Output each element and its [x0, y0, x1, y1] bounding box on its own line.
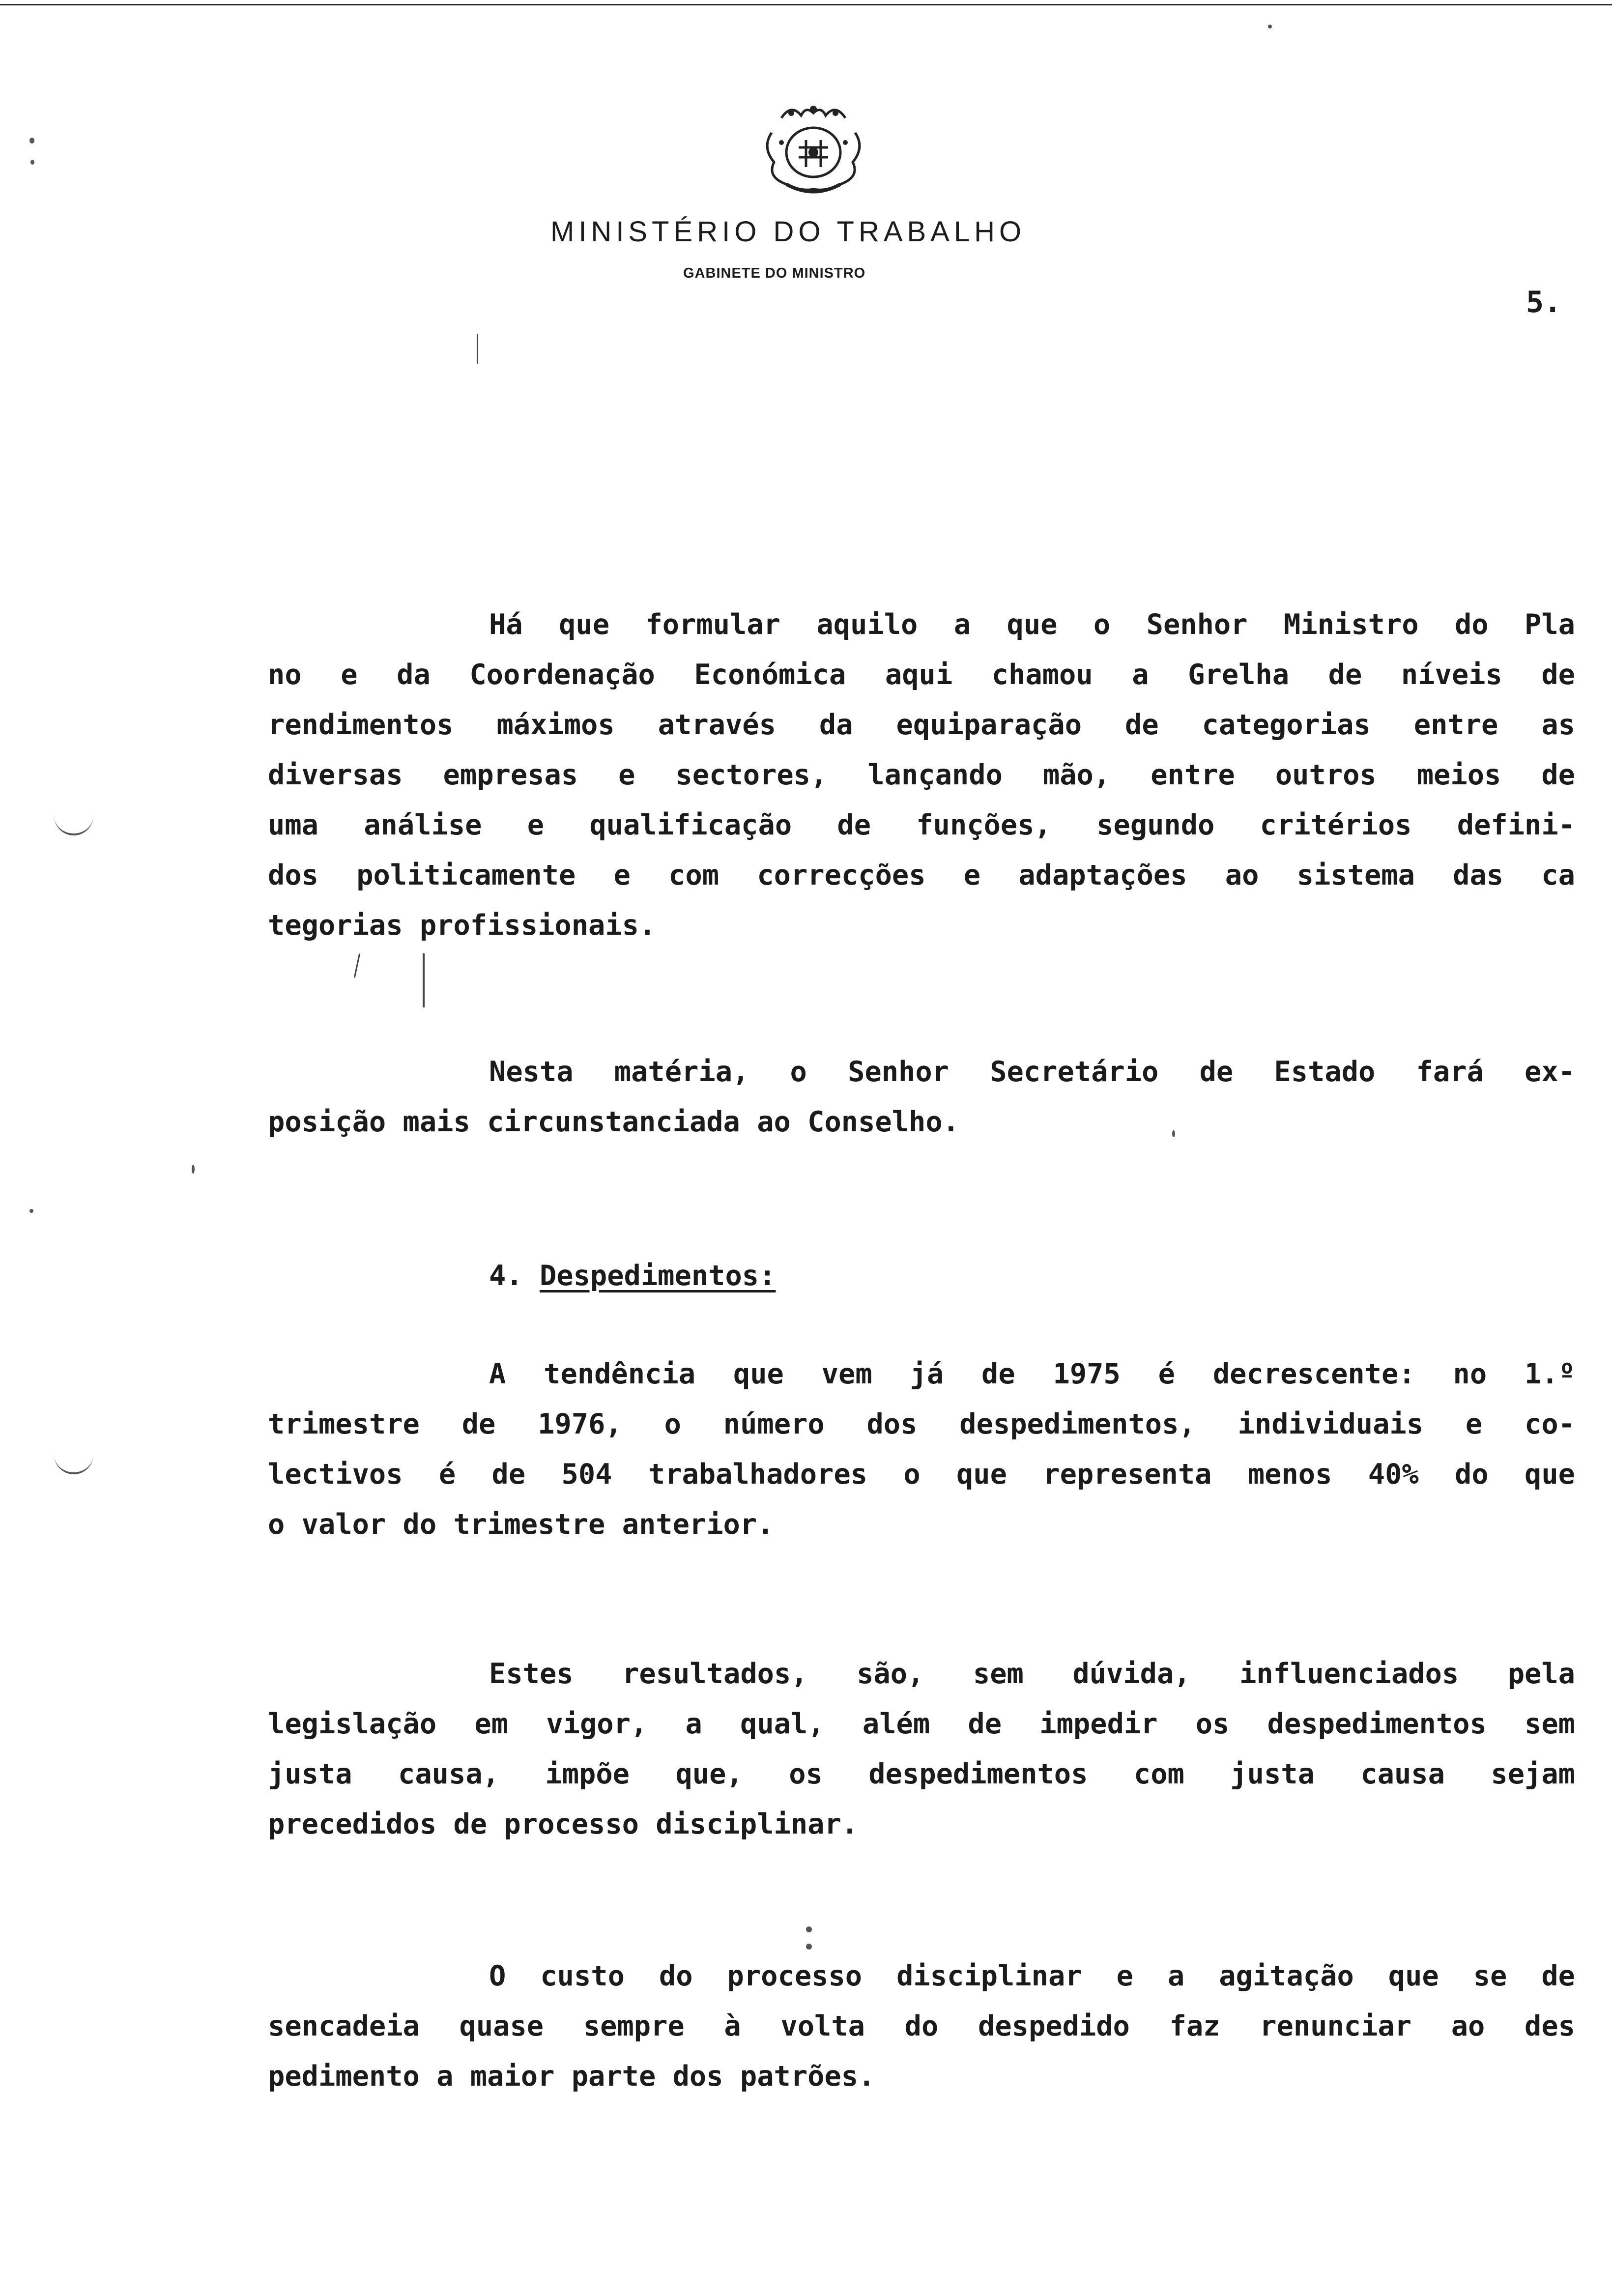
text-line: precedidos de processo disciplinar.	[268, 1808, 859, 1840]
paragraph-resultados	[268, 1649, 1575, 1849]
page-number: 5.	[1526, 285, 1562, 319]
scan-speck	[30, 160, 34, 165]
paragraph-secretario	[268, 1047, 1575, 1147]
hole-punch-mark	[54, 816, 93, 835]
text-line: posição mais circunstanciada ao Conselho.	[268, 1106, 959, 1138]
text-line: legislação em vigor, a qual, além de impedir os despedimentos sem	[268, 1708, 1575, 1740]
text-line: lectivos é de 504 trabalhadores o que representa menos 40% do que	[268, 1458, 1575, 1491]
hole-punch-mark	[54, 1455, 93, 1474]
text-line: pedimento a maior parte dos patrões.	[268, 2060, 875, 2093]
margin-mark	[423, 953, 425, 1007]
paragraph-tendencia	[268, 1349, 1575, 1550]
text-line: Nesta matéria, o Senhor Secretário de Estado fará ex-	[489, 1056, 1575, 1088]
ministry-title: MINISTÉRIO DO TRABALHO	[550, 216, 1026, 248]
text-line: justa causa, impõe que, os despedimentos com justa causa sejam	[268, 1758, 1575, 1790]
scan-speck	[806, 1944, 812, 1950]
text-line: dos politicamente e com correcções e adaptações ao sistema das ca	[268, 859, 1575, 891]
section-number: 4.	[489, 1260, 523, 1292]
scan-speck	[806, 1926, 812, 1932]
scan-speck	[1268, 25, 1272, 29]
scan-speck	[1172, 1130, 1175, 1137]
scan-speck	[192, 1165, 195, 1174]
text-line: O custo do processo disciplinar e a agitação que se de	[489, 1960, 1575, 1992]
text-line: Há que formular aquilo a que o Senhor Ministro do Pla	[489, 608, 1575, 641]
coat-of-arms-emblem	[752, 98, 875, 197]
text-line: o valor do trimestre anterior.	[268, 1508, 774, 1541]
text-line: A tendência que vem já de 1975 é decrescente: no 1.º	[489, 1358, 1575, 1390]
text-line: trimestre de 1976, o número dos despedimentos, individuais e co-	[268, 1408, 1575, 1440]
text-line: sencadeia quase sempre à volta do despedido faz renunciar ao des	[268, 2010, 1575, 2042]
margin-mark	[477, 334, 478, 364]
paragraph-grelha	[268, 600, 1575, 950]
section-heading-despedimentos	[489, 1251, 776, 1301]
text-line: rendimentos máximos através da equiparação de categorias entre as	[268, 709, 1575, 741]
text-line: no e da Coordenação Económica aqui chamou a Grelha de níveis de	[268, 659, 1575, 691]
text-line: Estes resultados, são, sem dúvida, influenciados pela	[489, 1658, 1575, 1690]
scan-speck	[29, 138, 34, 144]
paragraph-custo	[268, 1951, 1575, 2101]
cabinet-subtitle: GABINETE DO MINISTRO	[683, 265, 866, 281]
text-line: tegorias profissionais.	[268, 909, 656, 942]
margin-mark	[354, 953, 360, 978]
scan-speck	[29, 1209, 33, 1213]
top-border-line	[0, 4, 1612, 5]
section-title: Despedimentos:	[539, 1260, 776, 1292]
text-line: diversas empresas e sectores, lançando mão, entre outros meios de	[268, 759, 1575, 791]
text-line: uma análise e qualificação de funções, segundo critérios defini-	[268, 809, 1575, 841]
